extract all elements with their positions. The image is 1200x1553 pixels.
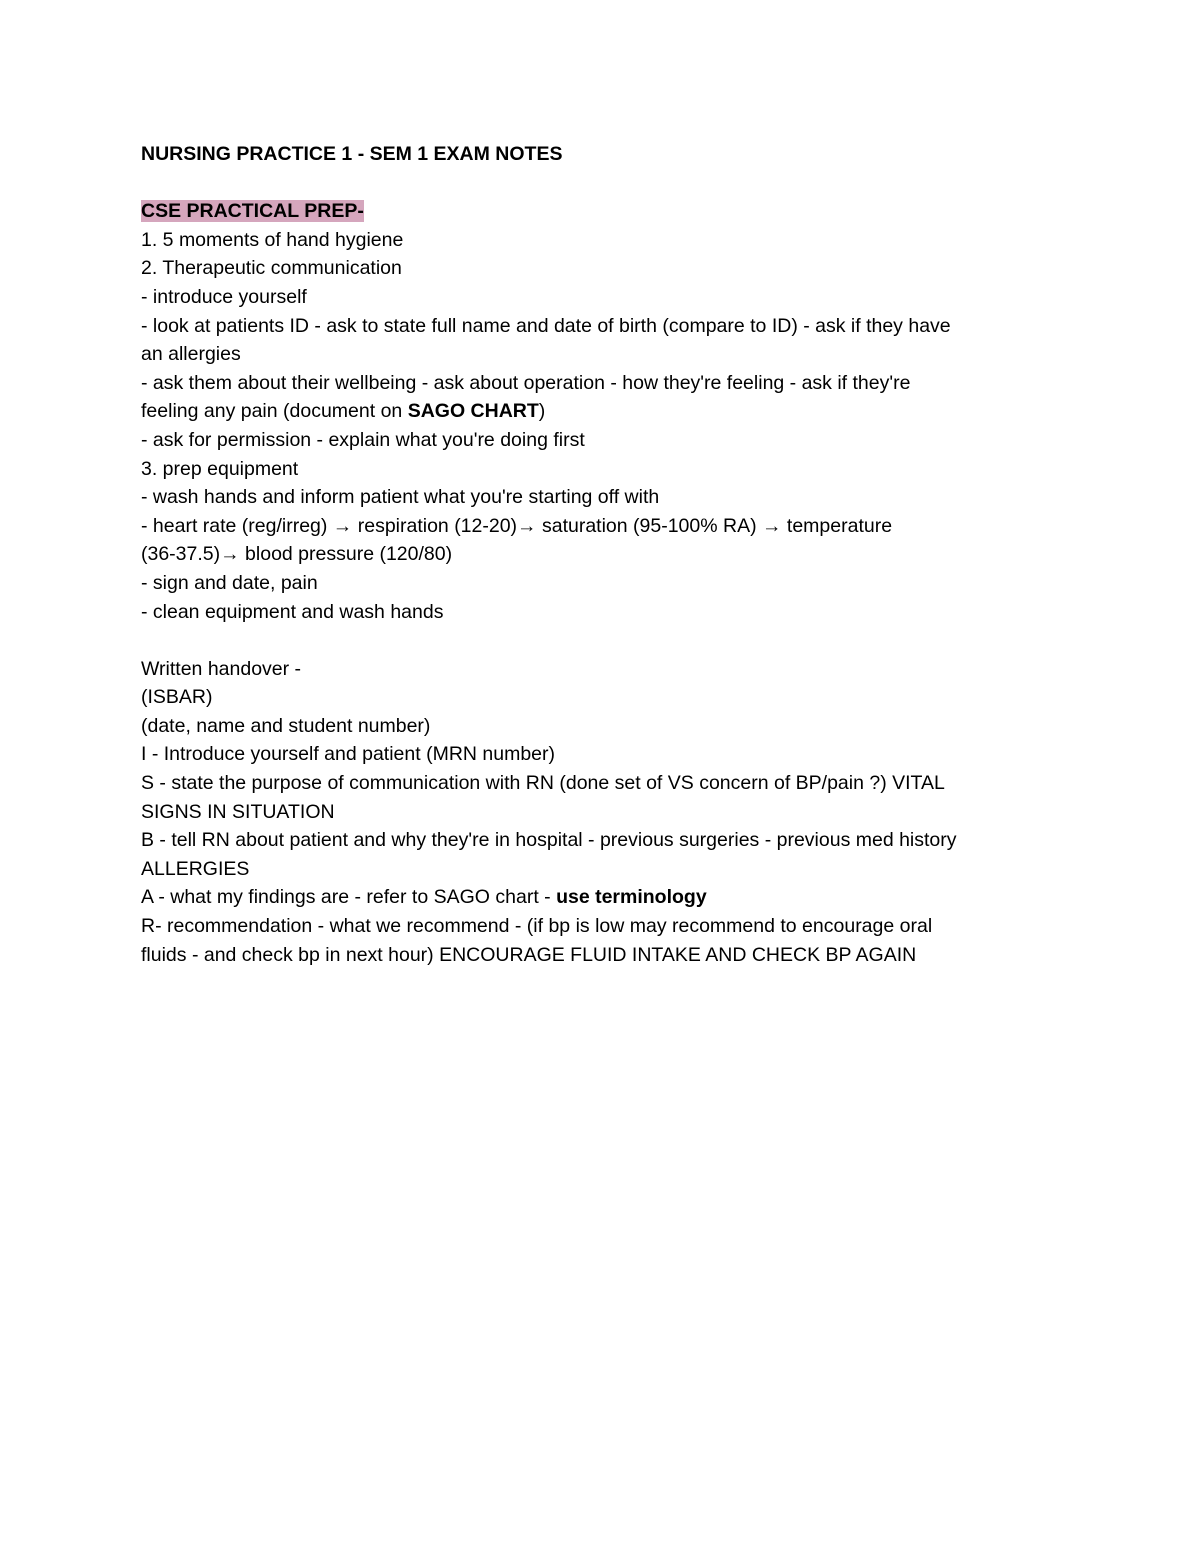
cse-line: - sign and date, pain [141,571,318,594]
assessment-text: A - what my findings are - refer to SAGO chart - [141,886,557,909]
handover-line: S - state the purpose of communication with RN (done set of VS concern of BP/pain ?) VITAL [141,772,945,795]
handover-line: (date, name and student number) [141,714,431,737]
handover-line: B - tell RN about patient and why they're in hospital - previous surgeries - previous med history [141,829,957,852]
pain-line [141,397,1061,426]
use-terminology-bold: use terminology [556,886,707,909]
handover-line: SIGNS IN SITUATION [141,800,335,823]
cse-line: - ask them about their wellbeing - ask about operation - how they're feeling - ask if they're [141,371,911,394]
assessment-line [141,883,1061,912]
pain-line-text: feeling any pain (document on [141,400,408,423]
pain-line-end: ) [538,400,546,423]
handover-line: ALLERGIES [141,857,250,880]
cse-line: - ask for permission - explain what you're doing first [141,428,585,451]
cse-list-1 [141,226,1061,398]
spacer [141,626,1061,655]
cse-line: - clean equipment and wash hands [141,600,444,623]
recommendation-line: R- recommendation - what we recommend - (if bp is low may recommend to encourage oral [141,915,933,938]
cse-line: - introduce yourself [141,285,307,308]
cse-line: - look at patients ID - ask to state full name and date of birth (compare to ID) - ask if they have [141,314,951,337]
cse-line: 1. 5 moments of hand hygiene [141,228,404,251]
handover-section [141,655,1061,884]
sago-chart-bold: SAGO CHART [407,400,539,423]
cse-list-2 [141,426,1061,626]
cse-line: - wash hands and inform patient what you're starting off with [141,486,660,509]
handover-line: (ISBAR) [141,686,213,709]
spacer [141,169,1061,198]
cse-line: 3. prep equipment [141,457,299,480]
recommendation-line: fluids - and check bp in next hour) ENCOURAGE FLUID INTAKE AND CHECK BP AGAIN [141,943,917,966]
handover-line: I - Introduce yourself and patient (MRN number) [141,743,556,766]
cse-line: 2. Therapeutic communication [141,257,402,280]
handover-line: Written handover - [141,657,302,680]
section-heading-highlighted: CSE PRACTICAL PREP- [141,200,364,223]
document-title: NURSING PRACTICE 1 - SEM 1 EXAM NOTES [141,143,563,165]
cse-line: an allergies [141,343,241,366]
document-page [141,140,1061,969]
cse-line: (36-37.5)→ blood pressure (120/80) [141,543,453,566]
cse-line: - heart rate (reg/irreg) → respiration (12-20)→ saturation (95-100% RA) → temperature [141,514,893,537]
